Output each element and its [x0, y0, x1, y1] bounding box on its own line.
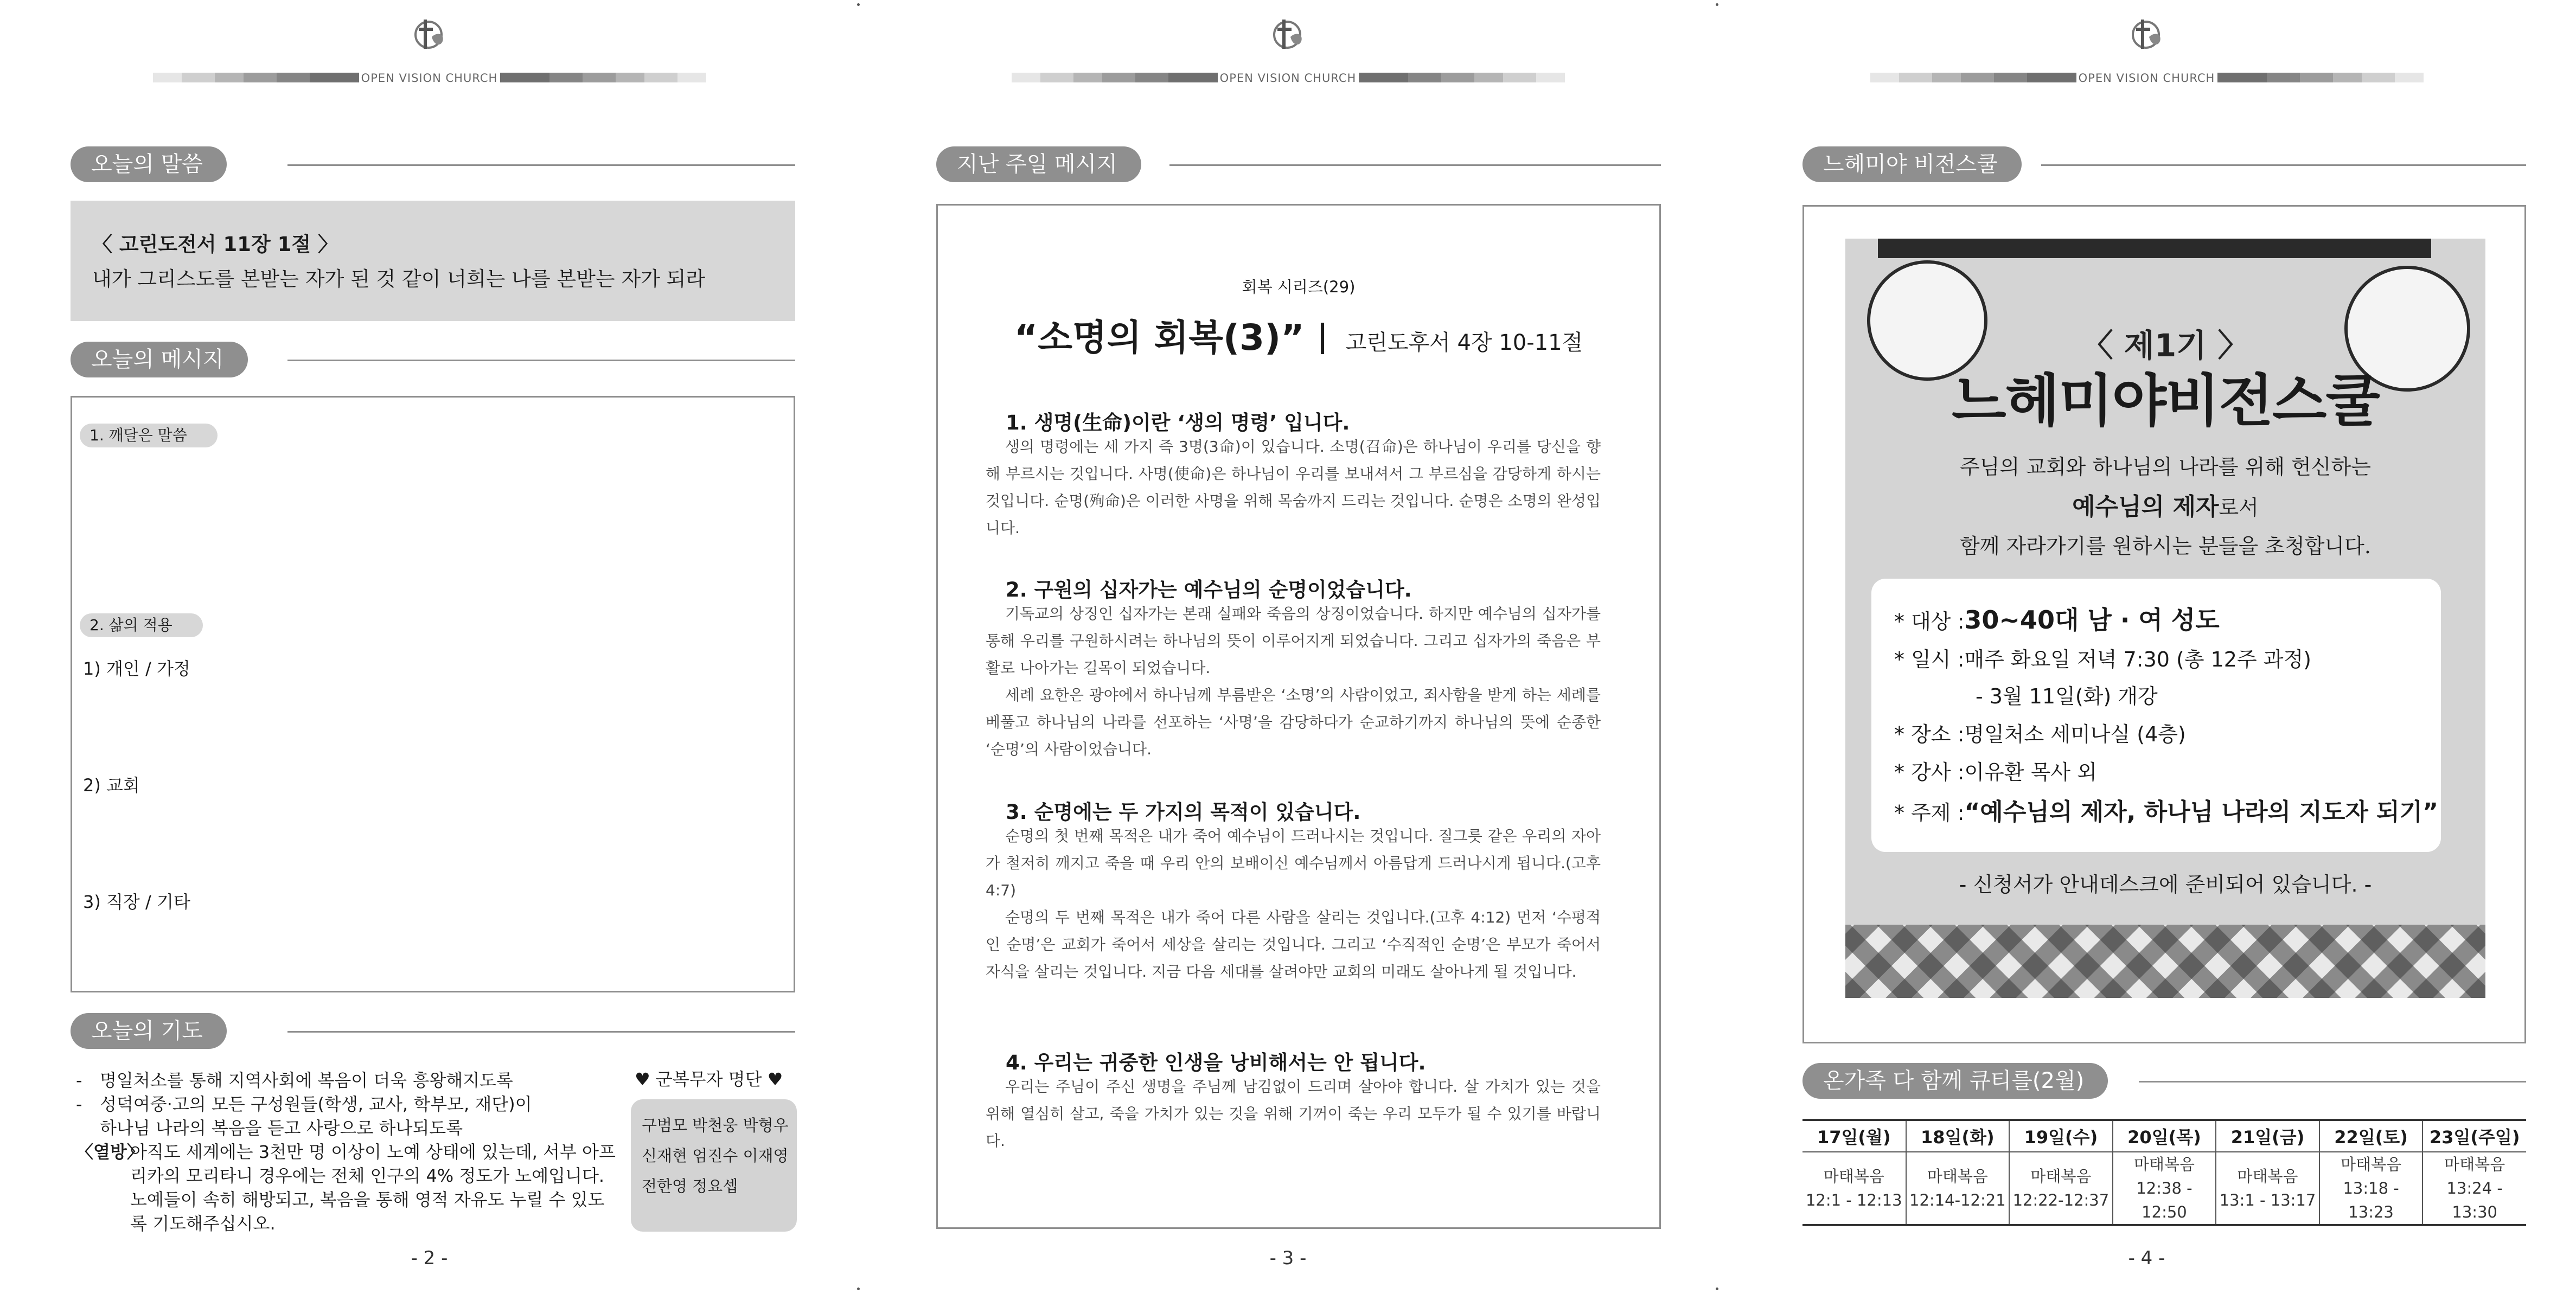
prayer-section-header [71, 1013, 795, 1049]
prayer-item: - 명일처소를 통해 지역사회에 복음이 더욱 흥왕해지도록 [76, 1070, 513, 1091]
page-3 [859, 0, 1717, 1294]
church-name: OPEN VISION CHURCH [1219, 72, 1357, 85]
vision-school-poster [1845, 239, 2485, 998]
life-application-tag: 2. 삶의 적용 [80, 613, 203, 637]
sermon-title-line [938, 309, 1659, 360]
church-logo-icon [2124, 15, 2170, 53]
qt-day: 21일(금) [2216, 1120, 2319, 1152]
sermon-paragraph: 세례 요한은 광야에서 하나님께 부름받은 ‘소명’의 사람이었고, 죄사함을 받게 하는 세례를 베풀고 하나님의 나라를 선포하는 ‘사명’을 감당하다가 순교하기까지 하나님의 뜻에 순종한 ‘순명’의 사람이었습니다. [986, 686, 1601, 758]
military-names: 전한영 정요셉 [642, 1177, 738, 1195]
verse-reference: 〈 고린도전서 11장 1절 〉 [92, 233, 338, 256]
poster-series: 〈 제1기 〉 [2081, 327, 2249, 364]
military-names: 신재현 엄진수 이재영 [642, 1146, 789, 1165]
qt-reading: 마태복음 12:1 - 12:13 [1802, 1152, 1906, 1225]
section-title: 느헤미야 비전스쿨 [1802, 146, 2022, 182]
realized-word-tag: 1. 깨달은 말씀 [80, 424, 218, 447]
qt-day: 19일(수) [2009, 1120, 2113, 1152]
page-2 [0, 0, 859, 1294]
poster-intro-line: 예수님의 제자로서 [2072, 493, 2259, 521]
qt-reading: 마태복음 12:22-12:37 [2009, 1152, 2113, 1225]
page-header [0, 15, 859, 85]
sermon-series: 회복 시리즈(29) [1242, 278, 1356, 296]
page-header [1717, 15, 2576, 85]
page-number: - 3 - [1269, 1247, 1307, 1269]
sermon-paragraph: 우리는 주님이 주신 생명을 주님께 남김없이 드리며 살아야 합니다. 살 가치가 있는 것을 위해 열심히 살고, 죽을 가치가 있는 것을 위해 기꺼이 죽는 우리 모두가 될 수 있기를 바랍니다. [986, 1078, 1601, 1150]
qt-reading: 마태복음 12:14-12:21 [1906, 1152, 2010, 1225]
sermon-paragraph: 생의 명령에는 세 가지 즉 3명(3命)이 있습니다. 소명(召命)은 하나님이 우리를 당신을 향해 부르시는 것입니다. 사명(使命)은 하나님이 우리를 보내셔서 그 부르심을 감당하게 하시는 것입니다. 순명(殉命)은 이러한 사명을 위해 목숨까지 드리는 것입니다. 순명은 소명의 완성입니다. [986, 438, 1601, 537]
qt-day: 22일(토) [2319, 1120, 2423, 1152]
info-opening: - 3월 11일(화) 개강 [1976, 684, 2158, 708]
vision-school-section-header [1802, 146, 2526, 182]
qt-day: 18일(화) [1906, 1120, 2010, 1152]
header-bar-right [2217, 73, 2424, 82]
qt-reading: 마태복음 13:24 - 13:30 [2422, 1152, 2526, 1225]
military-names: 구범모 박천웅 박형우 [642, 1116, 789, 1135]
qt-reading-row [1802, 1152, 2526, 1225]
qt-reading: 마태복음 13:1 - 13:17 [2216, 1152, 2319, 1225]
verse-panel [71, 201, 795, 321]
sermon-point-heading: 1. 생명(生命)이란 ‘생의 명령’ 입니다. [1006, 411, 1350, 434]
sermon-box [936, 204, 1661, 1229]
qt-schedule-table [1802, 1119, 2526, 1226]
page-header [859, 15, 1717, 85]
sermon-point-heading: 4. 우리는 귀중한 인생을 낭비해서는 안 됩니다. [1006, 1051, 1426, 1074]
poster-top-band [1878, 239, 2431, 258]
prayer-item-nations: 〈열방〉 아직도 세계에는 3천만 명 이상이 노예 상태에 있는데, 서부 아프리카의 모리타니 경우에는 전체 인구의 4% 정도가 노예입니다. 노예들이 속히 해방되고, 복음을 통해 영적 자유도 누릴 수 있도록 기도해주십시오. [76, 1142, 616, 1234]
sermon-paragraph: 순명의 첫 번째 목적은 내가 죽어 예수님이 드러나시는 것입니다. 질그릇 같은 우리의 자아가 철저히 깨지고 죽을 때 우리 안의 보배이신 예수님께서 아름답게 드러나시게 됩니다.(고후 4:7) [986, 827, 1601, 899]
poster-plaid-band [1845, 925, 2485, 998]
sermon-paragraph: 기독교의 상징인 십자가는 본래 실패와 죽음의 상징이었습니다. 하지만 예수님의 십자가를 통해 우리를 구원하시려는 하나님의 뜻이 이루어지게 되었습니다. 그리고 십자가의 죽음은 부활로 나아가는 길목이 되었습니다. [986, 605, 1601, 677]
poster-title: 느헤미야비전스쿨 [1952, 368, 2379, 434]
church-name: OPEN VISION CHURCH [361, 72, 498, 85]
poster-intro-line: 함께 자라가기를 원하시는 분들을 초청합니다. [1960, 534, 2371, 558]
sermon-paragraph: 순명의 두 번째 목적은 내가 죽어 다른 사람을 살리는 것입니다.(고후 4:12) 먼저 ‘수평적인 순명’은 교회가 죽어서 세상을 살리는 것입니다. 그리고 ‘수직적인 순명’은 부모가 죽어서 자식을 살리는 것입니다. 지금 다음 세대를 살려야만 교회의 미래도 살아나게 될 것입니다. [986, 908, 1601, 981]
info-theme: * 주제 :“예수님의 제자, 하나님 나라의 지도자 되기” [1894, 798, 2439, 826]
qt-day: 17일(월) [1802, 1120, 1906, 1152]
word-section-header [71, 146, 795, 182]
qt-day: 20일(목) [2113, 1120, 2216, 1152]
military-list-title: ♥ 군복무자 명단 ♥ [635, 1069, 783, 1090]
header-bar-right [1359, 73, 1565, 82]
church-logo-icon [407, 15, 452, 53]
sermon-scripture: 고린도후서 4장 10-11절 [1345, 330, 1583, 355]
crop-mark [857, 1287, 860, 1290]
church-name: OPEN VISION CHURCH [2078, 72, 2215, 85]
sermon-point-heading: 3. 순명에는 두 가지의 목적이 있습니다. [1006, 800, 1361, 824]
crop-mark [1716, 3, 1718, 6]
qt-header-row [1802, 1120, 2526, 1152]
qt-reading: 마태복음 12:38 - 12:50 [2113, 1152, 2216, 1225]
military-list-box [631, 1099, 797, 1232]
last-sermon-section-header [936, 146, 1661, 182]
header-bar-right [500, 73, 706, 82]
sermon-point-heading: 2. 구원의 십자가는 예수님의 순명이었습니다. [1006, 578, 1412, 601]
header-bar-left [1870, 73, 2076, 82]
poster-intro-line: 주님의 교회와 하나님의 나라를 위해 헌신하는 [1960, 455, 2371, 479]
crop-mark [857, 3, 860, 6]
section-title: 지난 주일 메시지 [936, 146, 1141, 182]
poster-notice: - 신청서가 안내데스크에 준비되어 있습니다. - [1959, 873, 2372, 896]
poster-info-card [1871, 579, 2441, 852]
header-bar-left [153, 73, 359, 82]
prayer-item: - 성덕여중·고의 모든 구성원들(학생, 교사, 학부모, 재단)이 [76, 1094, 532, 1114]
sermon-title: “소명의 회복(3)” [1014, 317, 1305, 358]
church-logo-icon [1265, 15, 1311, 53]
message-notes-box [71, 396, 795, 992]
prayer-list [76, 1068, 618, 1235]
info-target: * 대상 :30~40대 남 · 여 성도 [1894, 605, 2220, 635]
crop-mark [1716, 1287, 1718, 1290]
qt-section-header [1802, 1063, 2526, 1099]
apply-personal: 1) 개인 / 가정 [83, 658, 190, 679]
section-title: 오늘의 메시지 [71, 342, 248, 377]
page-number: - 2 - [411, 1247, 448, 1269]
section-title: 오늘의 기도 [71, 1013, 227, 1049]
prayer-item: 하나님 나라의 복음을 듣고 사랑으로 하나되도록 [100, 1118, 463, 1138]
section-title: 오늘의 말씀 [71, 146, 227, 182]
apply-work: 3) 직장 / 기타 [83, 892, 190, 912]
header-bar-left [1012, 73, 1218, 82]
page-number: - 4 - [2128, 1247, 2165, 1269]
info-lecturer: * 강사 :이유환 목사 외 [1894, 760, 2097, 784]
qt-reading: 마태복음 13:18 - 13:23 [2319, 1152, 2423, 1225]
qt-day: 23일(주일) [2422, 1120, 2526, 1152]
section-title: 온가족 다 함께 큐티를(2월) [1802, 1063, 2108, 1099]
verse-text: 내가 그리스도를 본받는 자가 된 것 같이 너희는 나를 본받는 자가 되라 [92, 267, 706, 291]
info-place: * 장소 :명일처소 세미나실 (4층) [1894, 722, 2186, 746]
message-section-header [71, 342, 795, 377]
info-schedule: * 일시 :매주 화요일 저녁 7:30 (총 12주 과정) [1894, 648, 2311, 671]
apply-church: 2) 교회 [83, 775, 140, 796]
